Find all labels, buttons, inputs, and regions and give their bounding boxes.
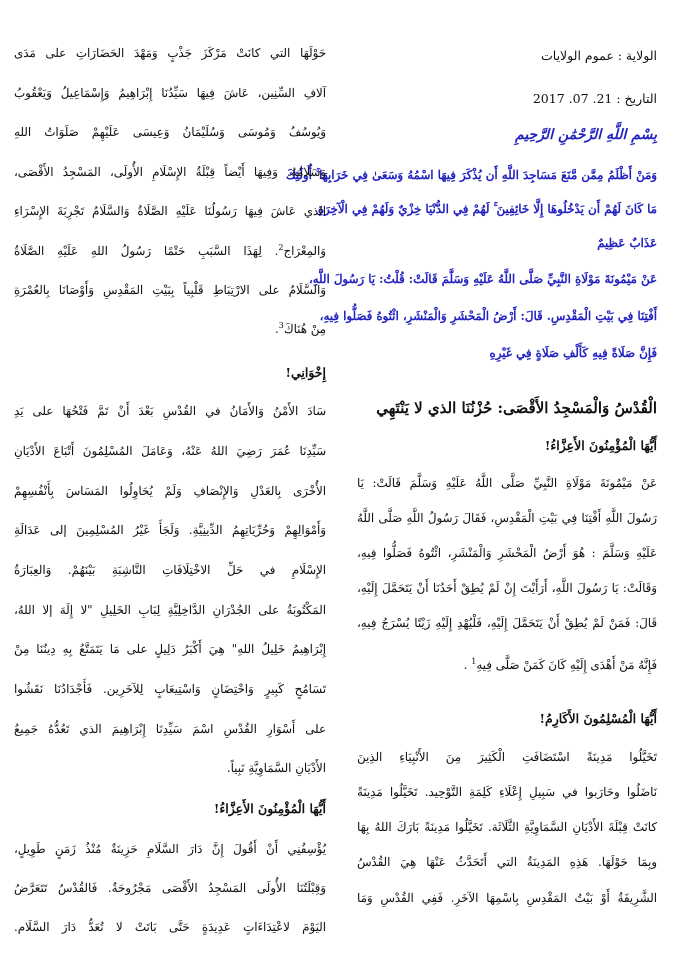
footnote-marker: 1 [471, 657, 477, 667]
paragraph-line: وَقِبْلَتُنَا الأُولَى المَسْجِدُ الأَقْصَى مَجْرُوحَةٌ. فَالقُدْسُ تَتَعَرَّضُ [14, 881, 326, 895]
paragraph-line: اليَوْمَ لاعْتِدَاءَاتٍ عَدِيدَةٍ حَتَّى بَاتَتْ لا تُعَدُّ دَارَ السَّلَام. [14, 920, 326, 934]
paragraph-line: تَسَامُحٍ كَبِيرٍ وَاحْتِضَانٍ وَاسْتِيعَابٍ لِلآخَرِين. فَأَجْدَادُنَا نَقَشُوا [14, 682, 326, 696]
paragraph-line: سَيِّدِنَا عُمَرَ رَضِيَ اللهُ عَنْهُ، وَعَامَلَ المُسْلِمُونَ أَتْبَاعَ الأَدْيَانِ [14, 444, 326, 458]
paragraph-line: الأُخْرَى بِالعَدْلِ وَالإِنْصَافِ وَلَمْ يُحَاوِلُوا المَسَاسَ بِأَنْفُسِهِمْ [14, 484, 326, 498]
paragraph-line: وَأَمْوَالِهِمْ وَحُرِّيَاتِهِمُ الدِّينِيَّةِ. وَلَجَأَ غَيْرُ المُسْلِمِينَ إلى عَدَالَةِ [14, 523, 326, 537]
section-heading: إِخْوَانِي! [285, 365, 326, 380]
quran-verse-line: عَذَابٌ عَظِيمٌ [597, 236, 657, 250]
paragraph-line: وَقَالَتْ: يَا رَسُولَ اللَّهِ، أَرَأَيْتَ إِنْ لَمْ يُطِقْ أَحَدُنَا أَنْ يَتَحَمَّلَ إِلَيْهِ، [357, 581, 657, 595]
paragraph-text: وَالمِعْرَاج [283, 244, 326, 258]
paragraph-line: قَالَ: فَمَنْ لَمْ يُطِقْ أَنْ يَتَحَمَّلَ إِلَيْهِ، فَلْيُهْدِ إِلَيْهِ زَيْتًا يُسْرَجُ فِيهِ، [357, 616, 657, 630]
paragraph-line: عَنْ مَيْمُونَةَ مَوْلَاةِ النَّبِيِّ صَلَّى اللَّهُ عَلَيْهِ وَسَلَّمَ قَالَتْ: يَا [357, 476, 657, 490]
section-heading: أَيُّهَا الْمُؤْمِنُونَ الأَعِزَّاءُ! [544, 438, 657, 453]
paragraph-line: رَسُولَ اللَّهِ أَفْتِنَا فِي بَيْتِ الْمَقْدِسِ، فَقَالَ رَسُولُ اللَّهِ صَلَّى اللَّهُ [357, 511, 657, 525]
paragraph-line: الإِسْلَامِ في حَلِّ الاخْتِلَافَاتِ النَّاشِبَةِ بَيْنَهُمْ. وَالعِبَارَةُ [14, 563, 326, 577]
paragraph-text: مِنْ هُنَاكَ [283, 322, 326, 336]
wilaya-label: الولاية : عموم الولايات [541, 48, 657, 63]
hadith-line: فَإِنَّ صَلَاةً فِيهِ كَأَلْفِ صَلَاةٍ فِي غَيْرِهِ [489, 346, 657, 360]
paragraph-text: . لِهَذَا السَّبَبِ حَتْمًا رَسُولُ اللهِ عَلَيْهِ الصَّلَاةُ [14, 244, 279, 258]
paragraph-line: على أَسْوَارِ القُدْسِ اسْمَ سَيِّدِنَا إِبْرَاهِيمَ الذي تَعُدُّهُ جَمِيعُ [14, 722, 326, 736]
paragraph-line: مِنْ هُنَاكَ$^3$. [275, 321, 326, 336]
paragraph-line [14, 240, 326, 264]
paragraph-line: وَسَلَامُهُ. وَفِيهَا أَيْضاً قِبْلَةُ الإِسْلَامِ الأُولَى، المَسْجِدُ الأَقْصَى، [14, 165, 326, 179]
paragraph-line: وَالسَّلَامُ على الارْتِبَاطِ قَلْبِياً بِبَيْتِ المَقْدِسِ وَأَوْصَانَا بِالعُمْرَةِ [14, 283, 326, 297]
paragraph-line: فَإِنَّهُ مَنْ أَهْدَى إِلَيْهِ كَانَ كَمَنْ صَلَّى فِيهِ$^1$ . [463, 657, 657, 672]
paragraph-line: إِبْرَاهِيمُ خَلِيلُ اللهِ" هِيَ أَكْبَرُ دَلِيلٍ على مَا يَتَمَتَّعُ بِهِ دِينُنَا مِنْ [14, 642, 326, 656]
paragraph-line: الذي عَاشَ فِيهَا رَسُولُنَا عَلَيْهِ الصَّلَاةُ وَالسَّلَامُ تَجْرِبَةَ الإِسْرَاءِ [14, 204, 326, 218]
sermon-title: الْقُدْسُ وَالْمَسْجِدُ الأَقْصَى: حُزْنُنَا الذي لا يَنْتَهِي [376, 399, 657, 417]
paragraph-line: آلافِ السِّنِين، عَاشَ فِيهَا سَيِّدُنَا إِبْرَاهِيمُ وَإِسْمَاعِيلُ وَيَعْقُوبُ [14, 86, 326, 100]
paragraph-line: يُؤْسِفُنِي أَنْ أَقُولَ إِنَّ دَارَ السَّلَامِ حَزِينَةٌ مُنْذُ زَمَنٍ طَوِيلٍ، [14, 842, 326, 856]
paragraph-line: نَاضَلُوا وحَارَبوا في سَبِيلِ إِعْلَاءِ كَلِمَةِ التَّوْحِيد. تَخَيَّلُوا مَدِينَةً [357, 785, 657, 799]
paragraph-line: عَلَيْهِ وَسَلَّمَ : هُوَ أَرْضُ الْمَحْشَرِ وَالْمَنْشَرِ، ائْتُوهُ فَصَلُّوا فِيهِ، [357, 546, 657, 560]
paragraph-line: الشَّرِيفَةُ أَوْ بَيْتُ المَقْدِسِ بِاسْمِهَا الآخَرِ. فَفِي القُدْسِ وَمَا [357, 891, 657, 905]
hadith-line: عَنْ مَيْمُونَةَ مَوْلَاةِ النَّبِيِّ صَلَّى اللَّهُ عَلَيْهِ وَسَلَّمَ قَالَتْ: قُلْتُ: يَا رَسُولَ اللَّهِ، [308, 272, 657, 286]
paragraph-line: وبِمَا حَوْلَهَا. هَذِهِ المَدِينَةُ التي أَتَحَدَّثُ عَنْهَا هِيَ القُدْسُ [357, 855, 657, 869]
quran-verse-line: مَا كَانَ لَهُمْ أَن يَدْخُلُوهَا إِلَّا خَائِفِينَ ۚ لَهُمْ فِي الدُّنْيَا خِزْيٌ وَلَهُمْ فِي الْآخِرَةِ [317, 202, 657, 216]
footnote-marker: 3 [278, 321, 284, 331]
paragraph-line: كانَتْ قِبْلَةَ الأَدْيَانِ السَّمَاوِيَّةِ الثَّلَاثَة. تَخَيَّلُوا مَدِينَةً بَارَكَ اللهُ بِهَا [357, 820, 657, 834]
date-label: التاريخ : 21. 07. 2017 [532, 91, 657, 106]
footnote-marker: 2 [278, 243, 284, 253]
section-heading: أَيُّهَا الْمُؤْمِنُونَ الأَعِزَّاءُ! [213, 801, 326, 816]
paragraph-line: تَخَيَّلُوا مَدِينَةً اسْتَضَافَتِ الْكَثِيرَ مِنَ الأَنْبِيَاءِ الذِينَ [357, 750, 657, 764]
paragraph-line: الأَدْيَانِ السَّمَاوِيَّةِ نَبِياً. [226, 761, 326, 775]
basmala: بِسْمِ اللَّهِ الرَّحْمَٰنِ الرَّحِيمِ [515, 127, 657, 143]
paragraph-text: فَإِنَّهُ مَنْ أَهْدَى إِلَيْهِ كَانَ كَمَنْ صَلَّى فِيهِ [476, 658, 657, 672]
quran-verse-line: وَمَنْ أَظْلَمُ مِمَّن مَّنَعَ مَسَاجِدَ اللَّهِ أَن يُذْكَرَ فِيهَا اسْمُهُ وَسَعَىٰ فِي خَرَابِهَا ۚ أُولَٰئِكَ [285, 168, 657, 182]
paragraph-line: وَيُوسُفُ وَمُوسَى وَسُلَيْمَانُ وَعِيسَى عَلَيْهِمْ صَلَوَاتُ اللهِ [14, 125, 326, 139]
paragraph-line: حَوْلَهَا التي كانَتْ مَرْكَزَ جَذْبٍ وَمَهْدَ الحَضَارَاتِ على مَدَى [14, 46, 326, 60]
section-heading: أَيُّهَا الْمُسْلِمُونَ الأَكَارِمُ! [539, 711, 657, 726]
paragraph-line: المَكْتُوبَةُ على الجُدْرَانِ الدَّاخِلِيَّةِ لِبَابِ الخَلِيلِ "لا إِلَهَ إلا اللهُ، [14, 603, 326, 617]
paragraph-line: سَادَ الأَمْنُ وَالأَمَانُ في القُدْسِ بَعْدَ أَنْ تَمَّ فَتْحُهَا على يَدِ [14, 404, 326, 418]
hadith-line: أَفْتِنَا فِي بَيْتِ الْمَقْدِسِ. قَالَ: أَرْضُ الْمَحْشَرِ وَالْمَنْشَرِ، ائْتُوهُ فَصَلُّوا فِيهِ، [319, 309, 657, 323]
